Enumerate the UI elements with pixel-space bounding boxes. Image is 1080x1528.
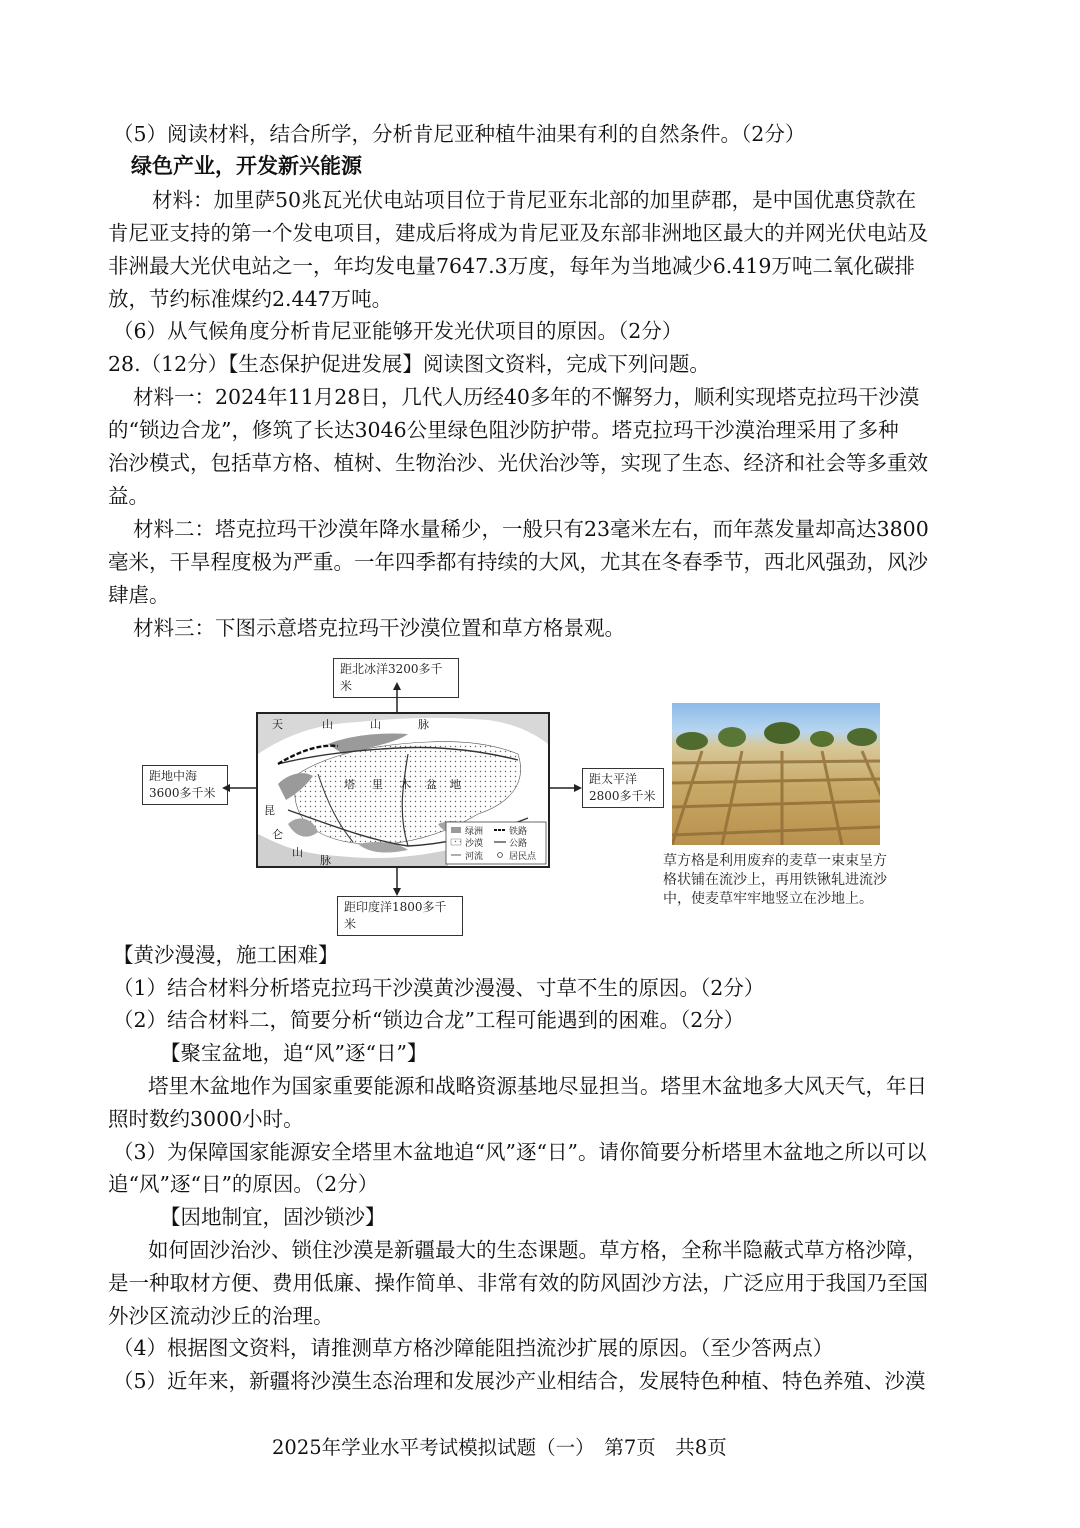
legend-river: 河流: [465, 852, 484, 862]
map-label-tarim: 木: [400, 778, 411, 791]
material-one-line: 材料一：2024年11月28日，几代人历经40多年的不懈努力，顺利实现塔克拉玛干沙漠: [133, 385, 920, 409]
section-title-green-industry: 绿色产业，开发新兴能源: [131, 154, 362, 178]
question-28-1: （1）结合材料分析塔克拉玛干沙漠黄沙漫漫、寸草不生的原因。（2分）: [113, 976, 765, 1000]
distance-mediterranean-label: [142, 765, 228, 805]
east-arrow-icon: [546, 781, 582, 795]
basin-map-frame: [256, 712, 550, 868]
question-28-2: （2）结合材料二，简要分析“锁边合龙”工程可能遇到的困难。（2分）: [113, 1008, 745, 1032]
section-title-wind-sun: 【聚宝盆地，追“风”逐“日”】: [160, 1041, 428, 1065]
map-label-tianshan: 脉: [418, 718, 429, 731]
material-one-line: 益。: [108, 484, 149, 508]
section3-text-line: 是一种取材方便、费用低廉、操作简单、非常有效的防风固沙方法，广泛应用于我国乃至国: [108, 1271, 928, 1295]
material-one-line: 的“锁边合龙”，修筑了长达3046公里绿色阻沙防护带。塔克拉玛干沙漠治理采用了多种: [108, 418, 899, 442]
map-label-kunlun: 山: [292, 846, 303, 859]
distance-mediterranean-line: 距地中海: [149, 769, 198, 783]
material-three: 材料三：下图示意塔克拉玛干沙漠位置和草方格景观。: [133, 616, 625, 640]
map-label-tarim: 盆: [426, 778, 437, 791]
legend-settlement: 居民点: [509, 852, 537, 862]
legend-road: 公路: [509, 839, 528, 849]
material-one-line: 治沙模式，包括草方格、植树、生物治沙、光伏治沙等，实现了生态、经济和社会等多重效: [108, 451, 928, 475]
section2-text-line: 照时数约3000小时。: [108, 1107, 304, 1131]
section3-text-line: 如何固沙治沙、锁住沙漠是新疆最大的生态课题。草方格，全称半隐蔽式草方格沙障，: [148, 1238, 927, 1262]
material-solar-line: 肯尼亚支持的第一个发电项目，建成后将成为肯尼亚及东部非洲地区最大的并网光伏电站及: [108, 221, 928, 245]
north-arrow-icon: [390, 682, 404, 714]
question-27-5: （5）阅读材料，结合所学，分析肯尼亚种植牛油果有利的自然条件。（2分）: [113, 122, 806, 146]
page-footer: 2025年学业水平考试模拟试题（一） 第7页 共8页: [272, 1436, 727, 1459]
distance-indian-ocean-label: 距印度洋1800多千米: [337, 896, 463, 936]
legend-oasis: 绿洲: [465, 827, 484, 837]
map-label-kunlun: 脉: [320, 854, 331, 867]
section2-text-line: 塔里木盆地作为国家重要能源和战略资源基地尽显担当。塔里木盆地多大风天气，年日: [148, 1074, 927, 1098]
legend-desert: 沙漠: [465, 839, 484, 849]
question-28-3-line: 追“风”逐“日”的原因。（2分）: [108, 1172, 379, 1196]
map-label-tianshan: 山: [370, 718, 381, 731]
distance-pacific-line: 2800多千米: [589, 789, 656, 803]
question-28-5: （5）近年来，新疆将沙漠生态治理和发展沙产业相结合，发展特色种植、特色养殖、沙漠: [113, 1369, 926, 1393]
straw-checkerboard-drawing: [672, 703, 880, 845]
map-label-tianshan: 天: [272, 718, 283, 731]
straw-checkerboard-photo: [672, 703, 880, 845]
section-title-sand: 【黄沙漫漫，施工困难】: [113, 943, 339, 967]
question-28-4: （4）根据图文资料，请推测草方格沙障能阻挡流沙扩展的原因。（至少答两点）: [113, 1336, 834, 1360]
map-label-kunlun: 仑: [272, 828, 283, 841]
material-two-line: 肆虐。: [108, 583, 170, 607]
west-arrow-icon: [222, 781, 258, 795]
material-two-line: 毫米，干旱程度极为严重。一年四季都有持续的大风，尤其在冬春季节，西北风强劲，风沙: [108, 550, 928, 574]
question-27-6: （6）从气候角度分析肯尼亚能够开发光伏项目的原因。（2分）: [113, 319, 683, 343]
map-label-tarim: 里: [372, 778, 383, 791]
distance-arctic-label: 距北冰洋3200多千米: [333, 658, 459, 698]
material-solar-line: 放，节约标准煤约2.447万吨。: [108, 287, 393, 311]
distance-mediterranean-line: 3600多千米: [149, 786, 216, 800]
south-arrow-icon: [390, 864, 404, 896]
question-28-3-line: （3）为保障国家能源安全塔里木盆地追“风”逐“日”。请你简要分析塔里木盆地之所以可以: [113, 1140, 927, 1164]
distance-pacific-label: [582, 768, 664, 808]
distance-pacific-line: 距太平洋: [589, 772, 638, 786]
material-solar-line: 材料：加里萨50兆瓦光伏电站项目位于肯尼亚东北部的加里萨郡，是中国优惠贷款在: [152, 188, 917, 212]
material-two-line: 材料二：塔克拉玛干沙漠年降水量稀少，一般只有23毫米左右，而年蒸发量却高达3800: [133, 517, 929, 541]
section-title-fix-sand: 【因地制宜，固沙锁沙】: [160, 1205, 386, 1229]
map-label-kunlun: 昆: [264, 804, 275, 817]
map-label-tarim: 塔: [344, 778, 355, 791]
photo-caption: 草方格是利用废弃的麦草一束束呈方格状铺在流沙上，再用铁锹轧进流沙中，使麦草牢牢地竖立在沙地上。: [663, 853, 887, 907]
map-label-tarim: 地: [450, 778, 461, 791]
section3-text-line: 外沙区流动沙丘的治理。: [108, 1304, 334, 1328]
map-label-tianshan: 山: [322, 718, 333, 731]
question-28-header: 28.（12分）【生态保护促进发展】阅读图文资料，完成下列问题。: [108, 352, 710, 376]
material-solar-line: 非洲最大光伏电站之一，年均发电量7647.3万度，每年为当地减少6.419万吨二氧化碳排: [108, 254, 915, 278]
legend-railway: 铁路: [509, 827, 528, 837]
